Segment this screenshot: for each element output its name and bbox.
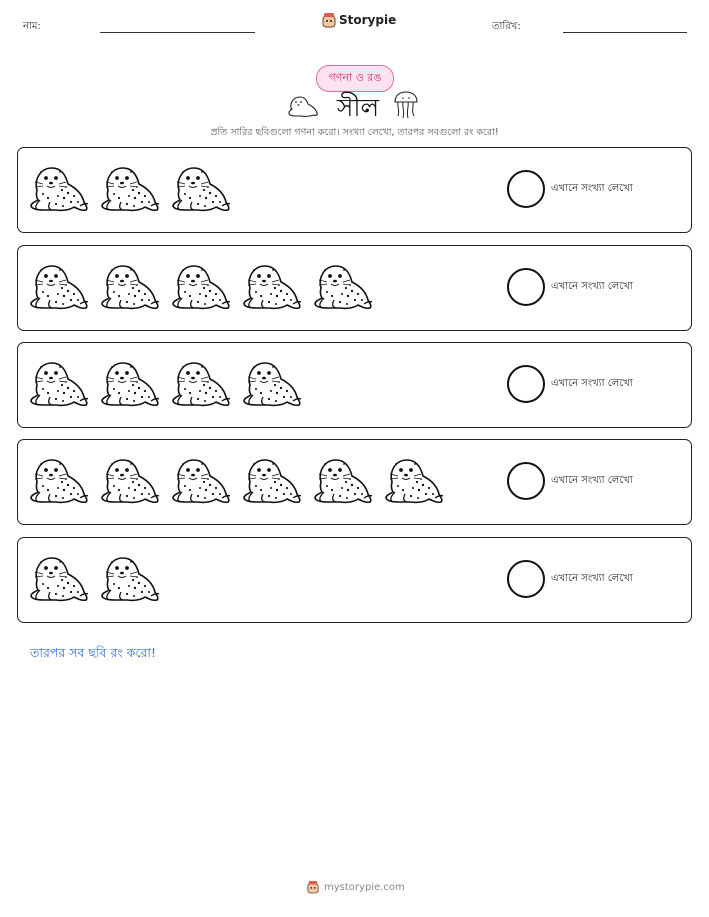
page-title: সীল [336,93,380,122]
instructions-text: প্রতি সারির ছবিগুলো গণনা করো। সংখ্যা লেখো, তারপর সবগুলো রং করো! [210,127,499,138]
seal-group [28,452,445,508]
answer-circle[interactable] [507,170,545,208]
answer-label: এখানে সংখ্যা লেখো [551,378,633,389]
answer-label: এখানে সংখ্যা লেখো [551,475,633,486]
storypie-mascot-icon [322,12,336,28]
answer-label: এখানে সংখ্যা লেখো [551,183,633,194]
count-row-1 [17,147,692,233]
seal-group [28,258,374,314]
storypie-mascot-icon [307,880,319,894]
count-row-4 [17,439,692,525]
seal-picture[interactable] [99,160,161,216]
brand-name: Storypie [339,13,397,27]
seal-group [28,160,232,216]
seal-group [28,550,161,606]
seal-picture[interactable] [170,452,232,508]
count-row-5 [17,537,692,623]
seal-picture[interactable] [170,258,232,314]
seal-picture[interactable] [99,258,161,314]
count-row-2 [17,245,692,331]
answer-circle[interactable] [507,365,545,403]
name-label: নাম: [23,21,41,32]
seal-picture[interactable] [99,452,161,508]
storypie-logo [322,12,396,28]
seal-picture[interactable] [170,160,232,216]
answer-circle[interactable] [507,560,545,598]
site-footer [307,880,405,894]
seal-picture[interactable] [99,355,161,411]
seal-picture[interactable] [28,355,90,411]
answer-circle[interactable] [507,268,545,306]
seal-picture[interactable] [312,452,374,508]
seal-picture[interactable] [241,355,303,411]
answer-label: এখানে সংখ্যা লেখো [551,573,633,584]
date-write-line[interactable] [563,32,687,33]
date-label: তারিখ: [492,21,521,32]
answer-circle[interactable] [507,462,545,500]
color-instruction: তারপর সব ছবি রং করো! [30,645,156,660]
seal-picture[interactable] [312,258,374,314]
seal-picture[interactable] [383,452,445,508]
site-url[interactable]: mystorypie.com [324,881,405,893]
name-write-line[interactable] [100,32,255,33]
seal-picture[interactable] [28,160,90,216]
seal-picture[interactable] [170,355,232,411]
seal-picture[interactable] [28,258,90,314]
seal-picture[interactable] [28,550,90,606]
seal-group [28,355,303,411]
count-row-3 [17,342,692,428]
jellyfish-icon [392,90,420,120]
seal-picture[interactable] [241,258,303,314]
topic-badge: গণনা ও রঙ [316,65,394,92]
seal-picture[interactable] [241,452,303,508]
answer-label: এখানে সংখ্যা লেখো [551,281,633,292]
seal-picture[interactable] [28,452,90,508]
seal-icon [287,92,321,118]
seal-picture[interactable] [99,550,161,606]
